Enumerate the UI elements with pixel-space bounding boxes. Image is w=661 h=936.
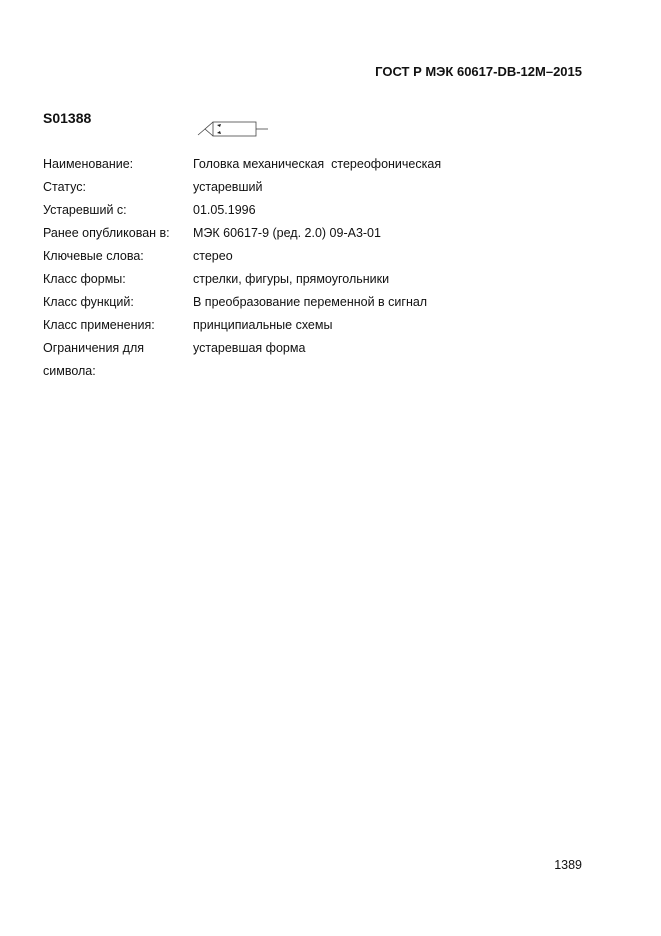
field-value: принципиальные схемы [193, 318, 333, 332]
field-value: 01.05.1996 [193, 203, 256, 217]
field-value: МЭК 60617-9 (ред. 2.0) 09-A3-01 [193, 226, 381, 240]
document-header: ГОСТ Р МЭК 60617-DB-12M–2015 [375, 64, 582, 79]
field-value: устаревшая форма [193, 341, 306, 355]
field-label: Наименование: [43, 157, 134, 171]
field-label: Ранее опубликован в: [43, 226, 170, 240]
field-label: Класс формы: [43, 272, 126, 286]
field-label-line2: символа: [43, 364, 96, 378]
field-value: В преобразование переменной в сигнал [193, 295, 428, 309]
field-value: устаревший [193, 180, 263, 194]
symbol-code: S01388 [43, 110, 92, 126]
stereo-pickup-symbol-icon [196, 116, 272, 144]
field-value: стерео [193, 249, 233, 263]
field-label: Класс функций: [43, 295, 134, 309]
field-label: Устаревший с: [43, 203, 127, 217]
field-value: стрелки, фигуры, прямоугольники [193, 272, 390, 286]
field-value: Головка механическая стереофоническая [193, 157, 442, 171]
field-label [43, 337, 193, 383]
field-label: Ключевые слова: [43, 249, 144, 263]
field-label: Статус: [43, 180, 86, 194]
field-label: Класс применения: [43, 318, 155, 332]
page-number: 1389 [554, 858, 582, 872]
field-label-line1: Ограничения для [43, 341, 145, 355]
